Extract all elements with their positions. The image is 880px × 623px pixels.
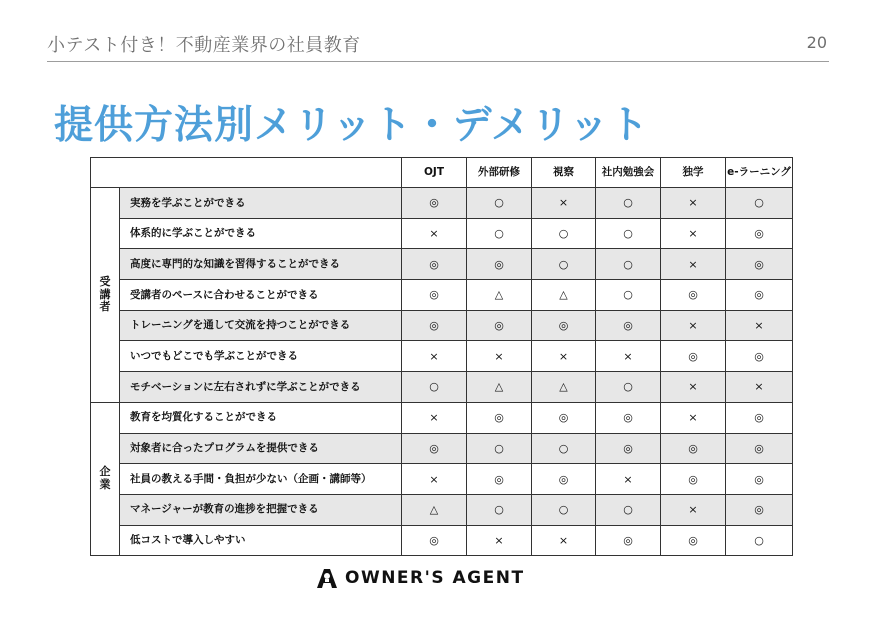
rating-cell: × (532, 188, 596, 219)
row-label: 教育を均質化することができる (120, 402, 402, 433)
rating-cell: ○ (532, 433, 596, 464)
rating-cell: × (661, 218, 726, 249)
rating-cell: ◎ (661, 433, 726, 464)
rating-cell: ◎ (726, 402, 793, 433)
table-row (91, 372, 793, 403)
page-title: 提供方法別メリット・デメリット (54, 103, 650, 148)
header-divider (47, 61, 829, 62)
rating-cell: × (467, 341, 532, 372)
rating-cell: × (596, 341, 661, 372)
rating-cell: ◎ (402, 188, 467, 219)
rating-cell: ○ (467, 433, 532, 464)
table-row (91, 310, 793, 341)
rating-cell: × (661, 402, 726, 433)
rating-cell: ○ (532, 494, 596, 525)
rating-cell: × (402, 341, 467, 372)
rating-cell: △ (467, 372, 532, 403)
rating-cell: ◎ (661, 525, 726, 556)
group-label-text: 企業 (99, 465, 111, 492)
rating-cell: × (402, 402, 467, 433)
rating-cell: × (402, 218, 467, 249)
column-header: 社内勉強会 (596, 158, 661, 188)
row-label: 対象者に合ったプログラムを提供できる (120, 433, 402, 464)
comparison-table (90, 157, 793, 556)
table-row (91, 402, 793, 433)
group-label (91, 188, 120, 403)
column-header: 視察 (532, 158, 596, 188)
rating-cell: ◎ (726, 249, 793, 280)
rating-cell: ○ (596, 372, 661, 403)
rating-cell: × (532, 341, 596, 372)
rating-cell: ○ (467, 188, 532, 219)
rating-cell: ○ (596, 218, 661, 249)
rating-cell: ◎ (467, 402, 532, 433)
rating-cell: ○ (467, 494, 532, 525)
table-row (91, 525, 793, 556)
row-label: トレーニングを通して交流を持つことができる (120, 310, 402, 341)
group-label (91, 402, 120, 555)
rating-cell: △ (402, 494, 467, 525)
row-label: 体系的に学ぶことができる (120, 218, 402, 249)
rating-cell: ◎ (596, 525, 661, 556)
rating-cell: ◎ (596, 433, 661, 464)
rating-cell: ◎ (661, 464, 726, 495)
rating-cell: × (726, 372, 793, 403)
column-header: 外部研修 (467, 158, 532, 188)
company-logo (315, 567, 525, 589)
rating-cell: ◎ (402, 249, 467, 280)
rating-cell: ◎ (726, 280, 793, 311)
table-row (91, 280, 793, 311)
table-row (91, 188, 793, 219)
row-label: モチベーションに左右されずに学ぶことができる (120, 372, 402, 403)
table-row (91, 464, 793, 495)
rating-cell: ◎ (467, 310, 532, 341)
rating-cell: ◎ (726, 464, 793, 495)
row-label: 社員の教える手間・負担が少ない（企画・講師等） (120, 464, 402, 495)
logo-text: OWNER'S AGENT (345, 568, 525, 588)
rating-cell: × (661, 249, 726, 280)
logo-icon (315, 567, 339, 589)
table-row (91, 494, 793, 525)
rating-cell: ◎ (532, 310, 596, 341)
rating-cell: ◎ (467, 249, 532, 280)
rating-cell: ◎ (402, 280, 467, 311)
rating-cell: ○ (402, 372, 467, 403)
rating-cell: ◎ (532, 402, 596, 433)
rating-cell: ◎ (726, 218, 793, 249)
rating-cell: ○ (596, 249, 661, 280)
rating-cell: × (661, 188, 726, 219)
rating-cell: × (467, 525, 532, 556)
row-label: 実務を学ぶことができる (120, 188, 402, 219)
rating-cell: △ (532, 372, 596, 403)
rating-cell: ○ (596, 494, 661, 525)
table-row (91, 249, 793, 280)
row-label: 低コストで導入しやすい (120, 525, 402, 556)
rating-cell: ◎ (402, 310, 467, 341)
rating-cell: ◎ (661, 280, 726, 311)
rating-cell: × (596, 464, 661, 495)
table-row (91, 218, 793, 249)
rating-cell: ○ (596, 280, 661, 311)
row-label: マネージャーが教育の進捗を把握できる (120, 494, 402, 525)
rating-cell: ◎ (726, 341, 793, 372)
rating-cell: × (532, 525, 596, 556)
rating-cell: ◎ (532, 464, 596, 495)
rating-cell: ◎ (661, 341, 726, 372)
rating-cell: ◎ (467, 464, 532, 495)
table-corner (91, 158, 402, 188)
rating-cell: × (402, 464, 467, 495)
rating-cell: ○ (596, 188, 661, 219)
rating-cell: ○ (532, 218, 596, 249)
page-number: 20 (806, 33, 827, 52)
column-header: OJT (402, 158, 467, 188)
rating-cell: ◎ (402, 433, 467, 464)
row-label: 高度に専門的な知識を習得することができる (120, 249, 402, 280)
rating-cell: △ (467, 280, 532, 311)
table-header-row (91, 158, 793, 188)
rating-cell: △ (532, 280, 596, 311)
subtitle: 小テスト付き！不動産業界の社員教育 (47, 35, 361, 56)
rating-cell: ◎ (596, 310, 661, 341)
group-label-text: 受講者 (99, 274, 111, 314)
rating-cell: ◎ (402, 525, 467, 556)
rating-cell: ◎ (596, 402, 661, 433)
rating-cell: × (661, 372, 726, 403)
rating-cell: × (661, 494, 726, 525)
column-header: e-ラーニング (726, 158, 793, 188)
rating-cell: ○ (726, 188, 793, 219)
rating-cell: ○ (532, 249, 596, 280)
table-row (91, 341, 793, 372)
rating-cell: ◎ (726, 433, 793, 464)
row-label: 受講者のペースに合わせることができる (120, 280, 402, 311)
table-row (91, 433, 793, 464)
rating-cell: ○ (726, 525, 793, 556)
row-label: いつでもどこでも学ぶことができる (120, 341, 402, 372)
column-header: 独学 (661, 158, 726, 188)
rating-cell: ◎ (726, 494, 793, 525)
rating-cell: × (726, 310, 793, 341)
rating-cell: × (661, 310, 726, 341)
rating-cell: ○ (467, 218, 532, 249)
